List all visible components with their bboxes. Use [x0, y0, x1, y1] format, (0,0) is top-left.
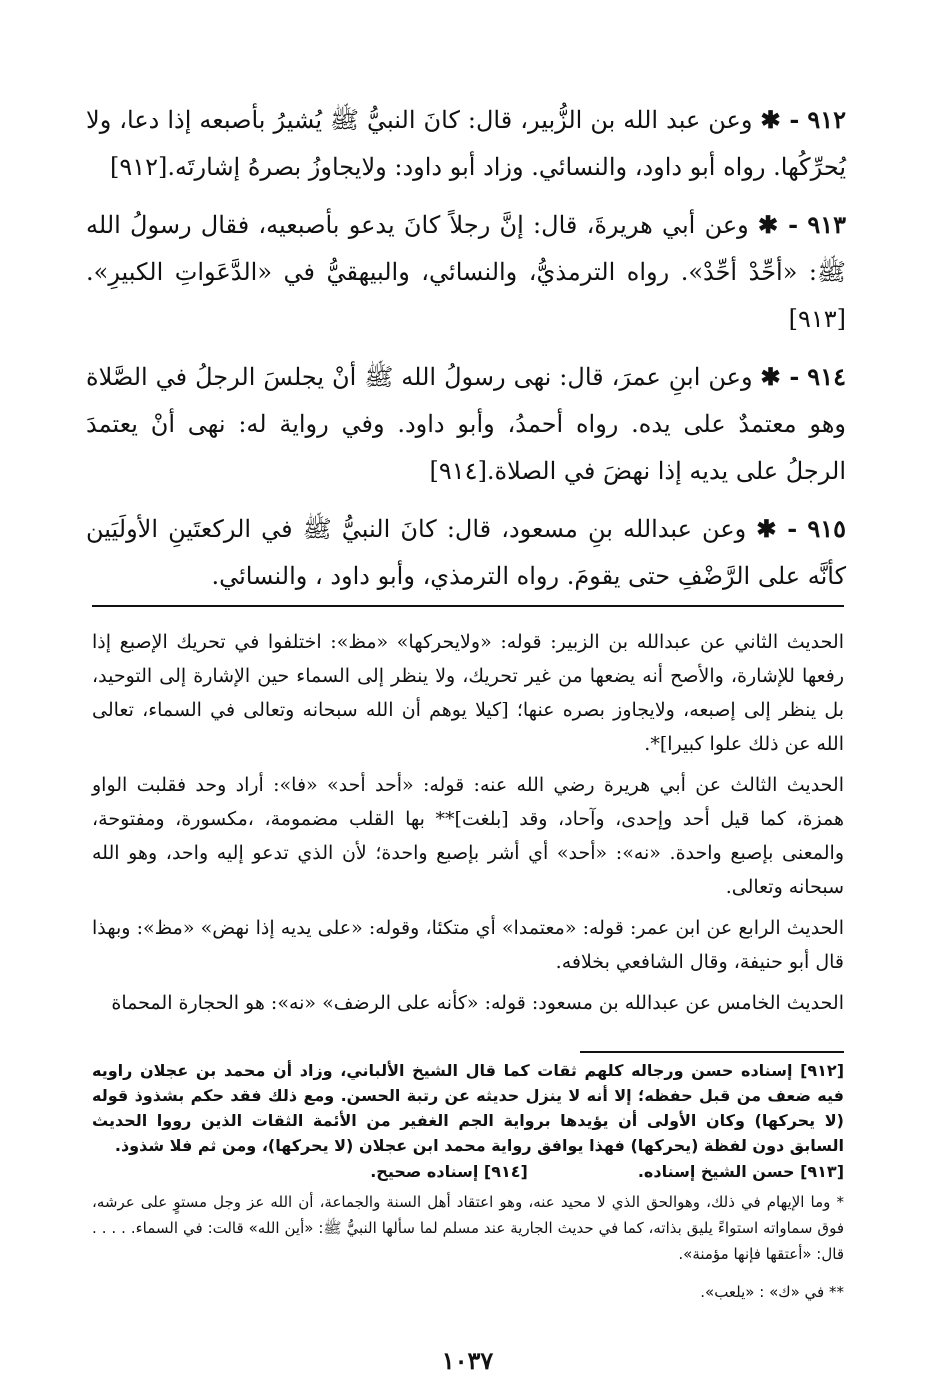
hadith-913 — [86, 201, 846, 343]
commentary-paragraph: الحديث الخامس عن عبدالله بن مسعود: قوله: «كأنه على الرضف» «نه»: هو الحجارة المحماة — [111, 992, 844, 1014]
hadith-912 — [86, 96, 846, 191]
hadith-915 — [86, 505, 846, 600]
note-913: [٩١٣] حسن الشيخ إسناده. — [637, 1162, 844, 1181]
hadith-section — [86, 96, 846, 610]
hadith-text: وعن عبدالله بنِ مسعود، قال: كانَ النبيُّ ﷺ في الركعتَينِ الأولَيَين كأنَّه على الرَّضْفِ حتى يقومَ. رواه الترمذي، وأبو داود ، والنسائي. — [86, 515, 846, 590]
hadith-text: وعن أبي هريرةَ، قال: إنَّ رجلاً كانَ يدعو بأصبعيه، فقال رسولُ الله ﷺ: «أحِّدْ أحِّدْ». رواه الترمذيُّ، والنسائي، والبيهقيُّ في «الدَّعَواتِ الكبيرِ».[٩١٣] — [86, 211, 846, 333]
note-914: [٩١٤] إسناده صحيح. — [370, 1162, 528, 1181]
hadith-number: ٩١٢ — [807, 105, 846, 134]
commentary-paragraph: الحديث الرابع عن ابن عمر: قوله: «معتمدا» أي متكئا، وقوله: «على يديه إذا نهض» «مظ»: وبهذا قال أبو حنيفة، وقال الشافعي بخلافه. — [92, 917, 844, 973]
commentary-section — [92, 625, 844, 1027]
star-marker: - ✱ — [760, 105, 800, 134]
hadith-number: ٩١٥ — [807, 514, 846, 543]
footnotes-section — [92, 1058, 844, 1305]
hadith-text: وعن ابنِ عمرَ، قال: نهى رسولُ الله ﷺ أنْ يجلسَ الرجلُ في الصَّلاة وهو معتمدٌ على يده. رواه أحمدُ، وأبو داود. وفي رواية له: نهى أنْ يعتمدَ الرجلُ على يديه إذا نهضَ في الصلاة.[٩١٤] — [86, 363, 846, 485]
hadith-number: ٩١٣ — [807, 210, 846, 239]
hadith-number: ٩١٤ — [807, 362, 846, 391]
footnote-star: * وما الإيهام في ذلك، وهوالحق الذي لا محيد عنه، وهو اعتقاد أهل السنة والجماعة، أن الله عز وجل مستوٍ على عرشه، فوق سماواته استواءً يليق بذاته، كما في حديث الجارية عند مسلم لما سألها النبيُّ ﷺ: «أين الله» قالت: في السماء. . . . . قال: «أعتقها فإنها مؤمنة». — [92, 1193, 844, 1263]
notes-divider — [580, 1051, 844, 1053]
hadith-text: وعن عبد الله بن الزُّبير، قال: كانَ النبيُّ ﷺ يُشيرُ بأصبعه إذا دعا، ولا يُحرِّكُها. رواه أبو داود، والنسائي. وزاد أبو داود: ولايجاوزُ بصرهُ إشارتَه.[٩١٢] — [86, 106, 846, 181]
commentary-paragraph: الحديث الثالث عن أبي هريرة رضي الله عنه: قوله: «أحد أحد» «فا»: أراد وحد فقلبت الواو همزة، كما قيل أحد وإحدى، وآحاد، وقد [بلغت]** بها القلب مضمومة، ،مكسورة، ومفتوحة، والمعنى بإصبع واحدة. «نه»: «أحد» أي أشر بإصبع واحدة؛ لأن الذي تدعو إليه واحد، وهو الله سبحانه وتعالى. — [92, 774, 844, 898]
notes-row — [92, 1162, 844, 1181]
section-divider — [92, 605, 844, 607]
hadith-914 — [86, 353, 846, 495]
commentary-paragraph: الحديث الثاني عن عبدالله بن الزبير: قوله: «ولايحركها» «مظ»: اختلفوا في تحريك الإصبع إذا رفعها للإشارة، والأصح أنه يضعها من غير تحريك، ولا ينظر إلى السماء حين الإشارة إلى التوحيد، بل ينظر إلى إصبعه، ولايجاوز بصره عنها؛ [كيلا يوهم أن الله سبحانه وتعالى في السماء، تعالى الله عن ذلك علوا كبيرا]*. — [92, 631, 844, 755]
star-marker: - ✱ — [760, 362, 800, 391]
page-number: ١٠٣٧ — [441, 1346, 494, 1375]
star-marker: - ✱ — [758, 210, 799, 239]
note-912: [٩١٢] إسناده حسن ورجاله كلهم ثقات كما قال الشيخ الألباني، وزاد أن محمد بن عجلان راويه فيه ضعف من قبل حفظه؛ إلا أنه لا ينزل حديثه عن رتبة الحسن. ومع ذلك فقد حكم بشذوذ قوله (لا يحركها) وكان الأولى أن يؤيدها برواية الجم الغفير من الأئمة الثقات الذين رووا الحديث السابق دون لفظة (يحركها) فهذا يوافق رواية محمد ابن عجلان (لا يحركها)، ومن ثم فلا شذوذ. — [92, 1061, 844, 1155]
footnote-double-star: ** في «ك» : «يلعب». — [700, 1283, 844, 1301]
star-marker: - ✱ — [756, 514, 798, 543]
